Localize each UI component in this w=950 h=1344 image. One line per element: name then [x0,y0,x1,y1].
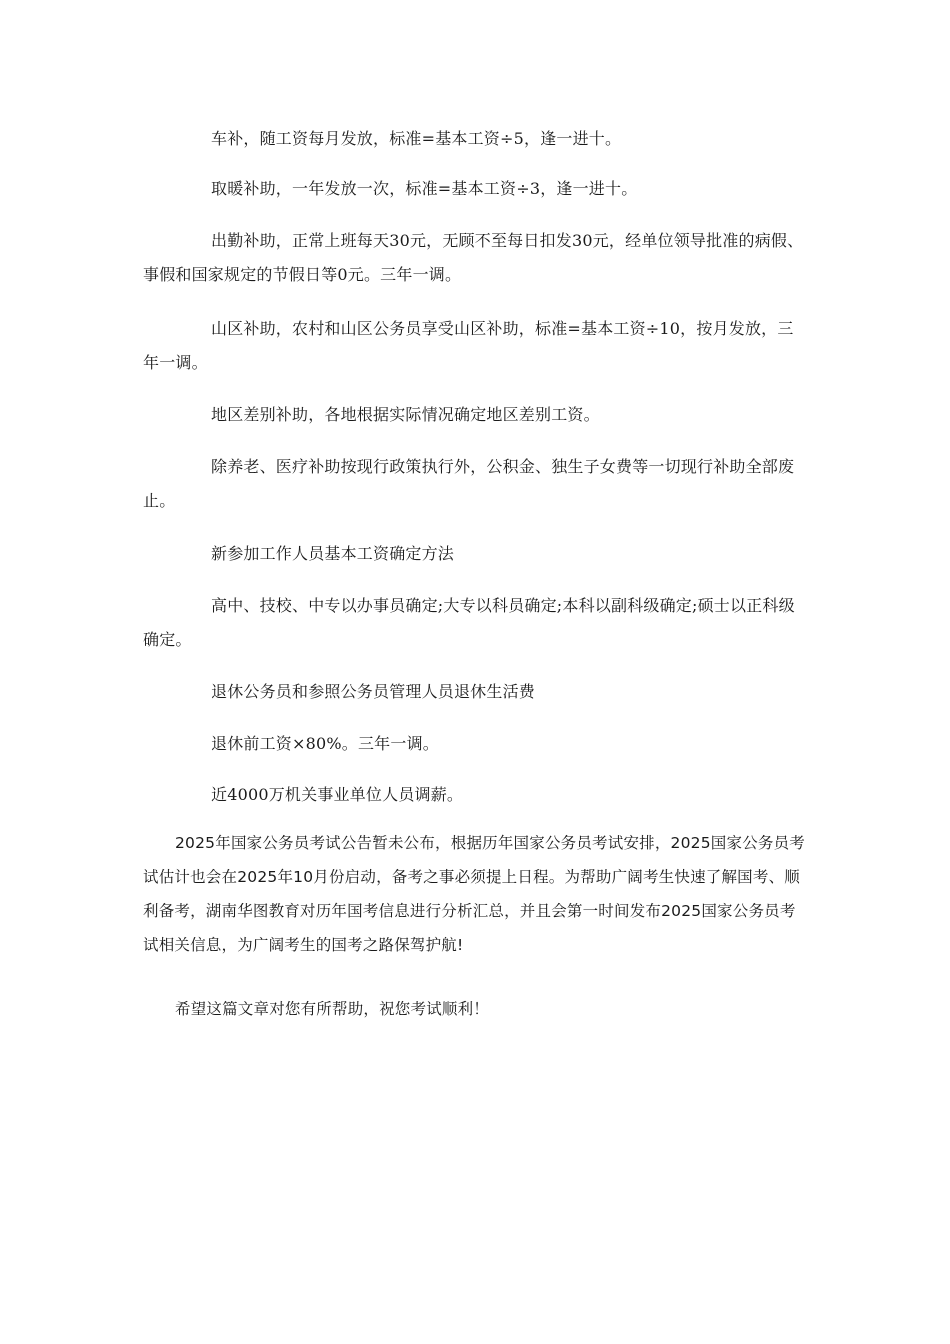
paragraph-regional-subsidy: 地区差别补助，各地根据实际情况确定地区差别工资。 [211,405,600,424]
paragraph-attendance-subsidy: 出勤补助，正常上班每天30元，无顾不至每日扣发30元，经单位领导批准的病假、事假和国家规定的节假日等0元。三年一调。 [143,231,804,284]
paragraph-closing-wish: 希望这篇文章对您有所帮助，祝您考试顺利！ [175,1000,490,1018]
paragraph-salary-adjustment: 近4000万机关事业单位人员调薪。 [211,785,464,804]
heading-new-staff-salary: 新参加工作人员基本工资确定方法 [211,544,455,563]
paragraph-mountain-subsidy: 山区补助，农村和山区公务员享受山区补助，标准=基本工资÷10，按月发放，三年一调。 [143,319,794,372]
paragraph-heating-subsidy: 取暖补助，一年发放一次，标准=基本工资÷3，逢一进十。 [211,179,638,198]
paragraph-education-grades: 高中、技校、中专以办事员确定;大专以科员确定;本科以副科级确定;硕士以正科级确定。 [143,596,795,649]
paragraph-exam-notice: 2025年国家公务员考试公告暂未公布，根据历年国家公务员考试安排，2025国家公务员考试估计也会在2025年10月份启动，备考之事必须提上日程。为帮助广阔考生快速了解国考、顺利备考，湖南华图教育对历年国考信息进行分析汇总，并且会第一时间发布2025国家公务员考试相关信息，为广阔考生的国考之路保驾护航! [143,834,805,954]
paragraph-car-subsidy: 车补，随工资每月发放，标准=基本工资÷5，逢一进十。 [211,129,622,148]
heading-retirement-pay: 退休公务员和参照公务员管理人员退休生活费 [211,682,536,701]
paragraph-retirement-rate: 退休前工资×80%。三年一调。 [211,734,439,753]
paragraph-abolished-subsidies: 除养老、医疗补助按现行政策执行外，公积金、独生子女费等一切现行补助全部废止。 [143,457,795,510]
